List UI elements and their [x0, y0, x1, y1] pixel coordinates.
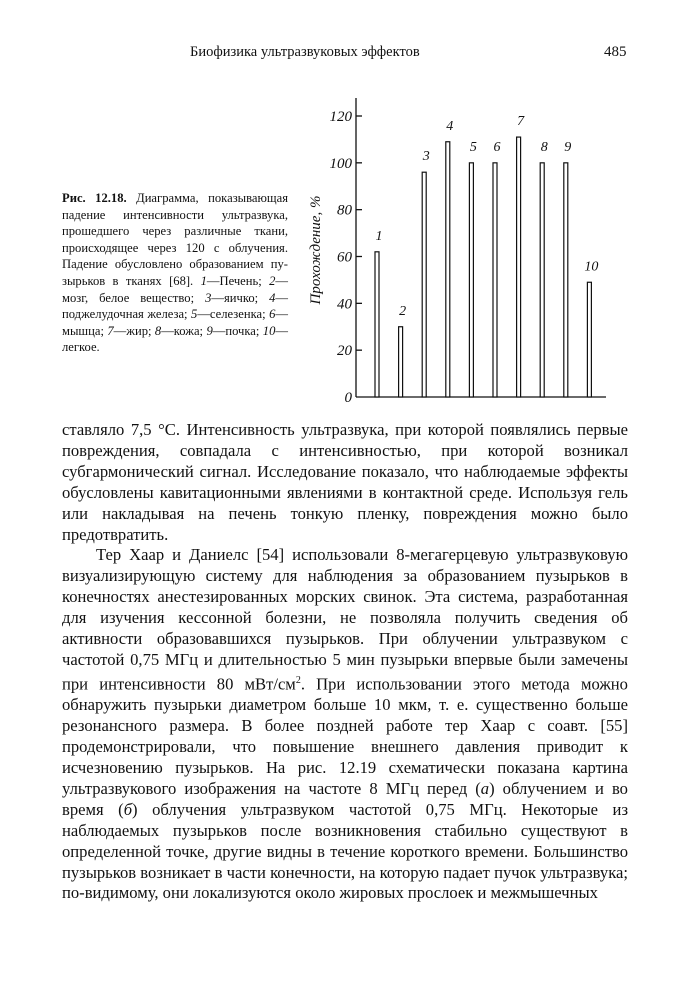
running-title: Биофизика ультразвуковых эффектов: [190, 44, 420, 60]
legend-text: —мышца;: [62, 307, 288, 338]
bar: [469, 163, 473, 397]
bar: [587, 282, 591, 397]
legend-number: 7: [107, 323, 114, 338]
bar-label: 3: [422, 149, 430, 165]
legend-number: 3: [205, 290, 212, 305]
bar: [399, 327, 403, 397]
legend-text: —жир;: [113, 323, 155, 338]
y-tick-label: 60: [337, 249, 352, 266]
legend-number: 10: [262, 323, 276, 338]
bar-label: 10: [584, 259, 599, 275]
caption-label: Рис. 12.18.: [62, 191, 127, 205]
bar-label: 8: [540, 139, 548, 155]
legend-number: 5: [191, 307, 198, 322]
bar-chart: [0, 0, 687, 420]
bar: [375, 252, 379, 397]
legend-number: 4: [269, 290, 276, 305]
legend-number: 1: [200, 273, 207, 288]
bar-label: 4: [446, 118, 454, 134]
y-tick-label: 80: [337, 202, 352, 219]
legend-text: —поджелудочная железа;: [62, 290, 288, 322]
bar-label: 5: [469, 139, 477, 155]
y-tick-label: 40: [337, 296, 352, 313]
bar-label: 2: [399, 303, 407, 319]
paragraph-1: ставляло 7,5 °С. Интенсивность ультразвука, при которой появлялись первые повреждения, совпадала с интенсивностью, при которой возникал субгармонический сигнал. Исследование показало, что наблюдаемые эффекты обусловлены кавитационными явлениями в контактной среде. Используя гель или накладывая на печень тонкую пленку, повреждения можно было предотвратить.: [62, 420, 628, 544]
bar-label: 1: [375, 228, 383, 244]
bar-label: 6: [493, 139, 501, 155]
y-axis-label: Прохождение, %: [308, 195, 324, 305]
legend-number: 2: [269, 273, 276, 288]
legend-text: —Печень;: [206, 273, 270, 288]
legend-text: —кожа;: [161, 323, 207, 338]
bar: [493, 163, 497, 397]
legend-text: —легкое.: [62, 323, 288, 355]
paragraph-2: Тер Хаар и Даниелс [54] использовали 8-мегагерцевую ультразвуковую визуализирующую систему для наблюдения за образованием пузырьков в конечностях анестезированных морских свинок. Эта система, разработанная для изучения кессонной болезни, не позволяла получить сведения об активности образовавшихся пузырьков. При облучении ультразвуком с частотой 0,75 МГц и длительностью 5 мин пузырьки впервые были замечены при интенсивности 80 мВт/$см^2$. При использовании этого метода можно обнаружить пузырьки диаметром больше 10 мкм, т. е. существенно больше резонансного размера. В более поздней работе тер Хаар с соавт. [55] продемонстрировали, что повышение внешнего давления приводит к исчезновению пузырьков. На рис. 12.19 схематически показана картина ультразвукового изображения на частоте 8 МГц перед (а) облучением и во время (б) облучения ультразвуком частотой 0,75 МГц. Некоторые из наблюдаемых пузырьков после возникновения стабильно существуют в определенной точке, другие видны в течение короткого времени. Большинство пузырьков возникает в части конечности, на которую падает пучок ультразвука; по-видимому, они локализуются около жировых прослоек и межмышечных: [62, 545, 628, 903]
bar: [540, 163, 544, 397]
y-tick-label: 100: [329, 155, 352, 172]
bar: [564, 163, 568, 397]
legend-text: —селезенка;: [197, 307, 270, 322]
legend-text: —почка;: [212, 323, 263, 338]
y-tick-label: 0: [344, 390, 352, 406]
bar: [422, 172, 426, 397]
legend-number: 9: [206, 323, 213, 338]
caption-text: Диаграмма, показывающая падение интенсивности ультразвука, прошедшего через различные ткани, происходящее через 120 с облучения. Падение обусловлено образованием пузырьков в тканях [68].: [62, 191, 288, 288]
page-number: 485: [604, 44, 627, 60]
legend-text: —яичко;: [211, 290, 270, 305]
bar: [517, 137, 521, 397]
body-text: [62, 420, 628, 904]
y-tick-label: 120: [329, 109, 352, 125]
legend-number: 6: [269, 307, 276, 322]
legend-text: —мозг, белое вещество;: [62, 273, 288, 305]
legend-number: 8: [154, 323, 162, 338]
y-tick-label: 20: [337, 343, 352, 360]
bar-label: 7: [517, 114, 525, 130]
bar-label: 9: [564, 139, 572, 155]
bar: [446, 142, 450, 397]
